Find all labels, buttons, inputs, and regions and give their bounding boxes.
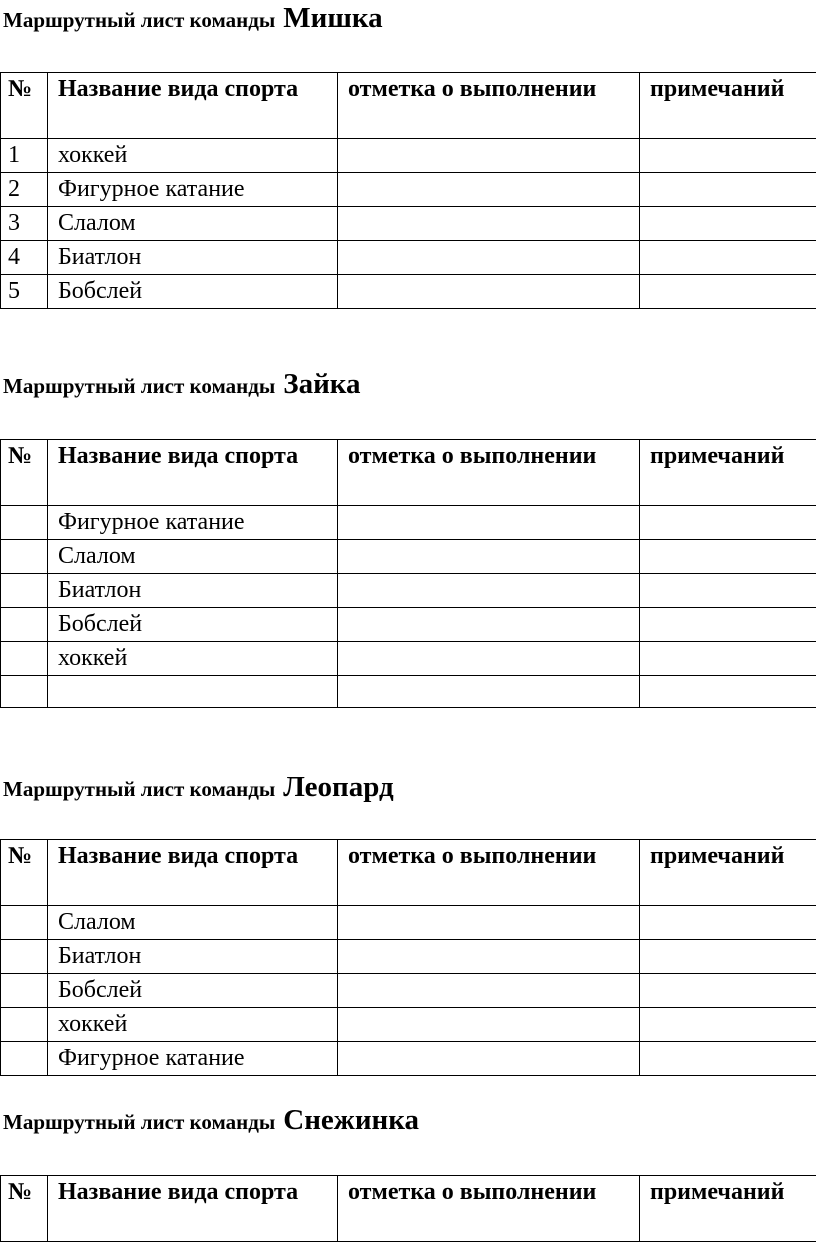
row-notes[interactable] xyxy=(640,1042,816,1076)
team-name: Снежинка xyxy=(283,1104,420,1136)
table-header-row xyxy=(1,1176,816,1242)
row-sport: Биатлон xyxy=(48,241,338,275)
header-mark: отметка о выполнении xyxy=(338,840,640,906)
row-num: 1 xyxy=(1,139,48,173)
team-name: Леопард xyxy=(283,771,394,803)
sheet-title-label: Маршрутный лист команды xyxy=(3,8,276,32)
row-num xyxy=(1,540,48,574)
route-table-snezhinka xyxy=(0,1175,816,1242)
route-table-leopard xyxy=(0,839,816,1076)
table-row xyxy=(1,207,816,241)
header-sport: Название вида спорта xyxy=(48,840,338,906)
row-num: 4 xyxy=(1,241,48,275)
row-notes[interactable] xyxy=(640,207,816,241)
row-sport: хоккей xyxy=(48,1008,338,1042)
table-row xyxy=(1,906,816,940)
row-num: 3 xyxy=(1,207,48,241)
table-row xyxy=(1,574,816,608)
row-sport: Фигурное катание xyxy=(48,173,338,207)
table-row xyxy=(1,506,816,540)
table-row xyxy=(1,275,816,309)
row-sport: хоккей xyxy=(48,139,338,173)
table-row xyxy=(1,540,816,574)
row-mark[interactable] xyxy=(338,173,640,207)
row-mark[interactable] xyxy=(338,574,640,608)
sheet-title-label: Маршрутный лист команды xyxy=(3,1110,276,1134)
row-num xyxy=(1,574,48,608)
header-notes: примечаний xyxy=(640,840,816,906)
row-sport: Фигурное катание xyxy=(48,1042,338,1076)
header-mark: отметка о выполнении xyxy=(338,1176,640,1242)
sheet-title-leopard xyxy=(3,771,394,804)
sheet-title-snezhinka xyxy=(3,1104,419,1137)
row-mark[interactable] xyxy=(338,940,640,974)
row-sport xyxy=(48,676,338,708)
header-sport: Название вида спорта xyxy=(48,440,338,506)
table-row xyxy=(1,1008,816,1042)
row-sport: Слалом xyxy=(48,207,338,241)
sheet-title-label: Маршрутный лист команды xyxy=(3,777,276,801)
header-num: № xyxy=(1,440,48,506)
row-mark[interactable] xyxy=(338,642,640,676)
table-header-row xyxy=(1,840,816,906)
row-notes[interactable] xyxy=(640,940,816,974)
row-sport: Бобслей xyxy=(48,974,338,1008)
row-notes[interactable] xyxy=(640,906,816,940)
row-num xyxy=(1,642,48,676)
row-notes[interactable] xyxy=(640,642,816,676)
row-notes[interactable] xyxy=(640,173,816,207)
row-mark[interactable] xyxy=(338,506,640,540)
header-num: № xyxy=(1,840,48,906)
row-sport: Биатлон xyxy=(48,574,338,608)
table-header-row xyxy=(1,440,816,506)
row-notes[interactable] xyxy=(640,574,816,608)
row-sport: Фигурное катание xyxy=(48,506,338,540)
table-row xyxy=(1,139,816,173)
row-mark[interactable] xyxy=(338,241,640,275)
row-mark[interactable] xyxy=(338,207,640,241)
row-num xyxy=(1,940,48,974)
header-num: № xyxy=(1,1176,48,1242)
row-num xyxy=(1,1008,48,1042)
team-name: Зайка xyxy=(283,368,361,400)
table-row xyxy=(1,173,816,207)
row-mark[interactable] xyxy=(338,676,640,708)
row-num: 2 xyxy=(1,173,48,207)
row-mark[interactable] xyxy=(338,906,640,940)
row-mark[interactable] xyxy=(338,275,640,309)
sheet-title-zayka xyxy=(3,368,361,401)
header-sport: Название вида спорта xyxy=(48,73,338,139)
row-sport: Биатлон xyxy=(48,940,338,974)
row-notes[interactable] xyxy=(640,241,816,275)
row-num xyxy=(1,1042,48,1076)
row-num: 5 xyxy=(1,275,48,309)
row-notes[interactable] xyxy=(640,540,816,574)
header-sport: Название вида спорта xyxy=(48,1176,338,1242)
row-notes[interactable] xyxy=(640,676,816,708)
row-mark[interactable] xyxy=(338,540,640,574)
row-num xyxy=(1,676,48,708)
row-notes[interactable] xyxy=(640,974,816,1008)
row-mark[interactable] xyxy=(338,974,640,1008)
row-num xyxy=(1,906,48,940)
row-sport: Слалом xyxy=(48,540,338,574)
sheet-title-label: Маршрутный лист команды xyxy=(3,374,276,398)
row-num xyxy=(1,608,48,642)
table-row xyxy=(1,940,816,974)
header-notes: примечаний xyxy=(640,1176,816,1242)
table-row xyxy=(1,974,816,1008)
row-sport: Слалом xyxy=(48,906,338,940)
header-num: № xyxy=(1,73,48,139)
row-num xyxy=(1,506,48,540)
row-mark[interactable] xyxy=(338,139,640,173)
row-notes[interactable] xyxy=(640,1008,816,1042)
table-row xyxy=(1,241,816,275)
row-notes[interactable] xyxy=(640,608,816,642)
row-notes[interactable] xyxy=(640,506,816,540)
team-name: Мишка xyxy=(283,2,383,34)
table-row xyxy=(1,1042,816,1076)
table-row xyxy=(1,676,816,708)
row-sport: Бобслей xyxy=(48,275,338,309)
table-row xyxy=(1,608,816,642)
sheet-title-mishka xyxy=(3,2,383,35)
route-table-mishka xyxy=(0,72,816,309)
row-notes[interactable] xyxy=(640,275,816,309)
header-notes: примечаний xyxy=(640,440,816,506)
row-mark[interactable] xyxy=(338,1008,640,1042)
row-mark[interactable] xyxy=(338,1042,640,1076)
table-row xyxy=(1,642,816,676)
row-notes[interactable] xyxy=(640,139,816,173)
header-notes: примечаний xyxy=(640,73,816,139)
row-mark[interactable] xyxy=(338,608,640,642)
header-mark: отметка о выполнении xyxy=(338,440,640,506)
row-sport: Бобслей xyxy=(48,608,338,642)
row-sport: хоккей xyxy=(48,642,338,676)
row-num xyxy=(1,974,48,1008)
route-table-zayka xyxy=(0,439,816,708)
table-header-row xyxy=(1,73,816,139)
header-mark: отметка о выполнении xyxy=(338,73,640,139)
